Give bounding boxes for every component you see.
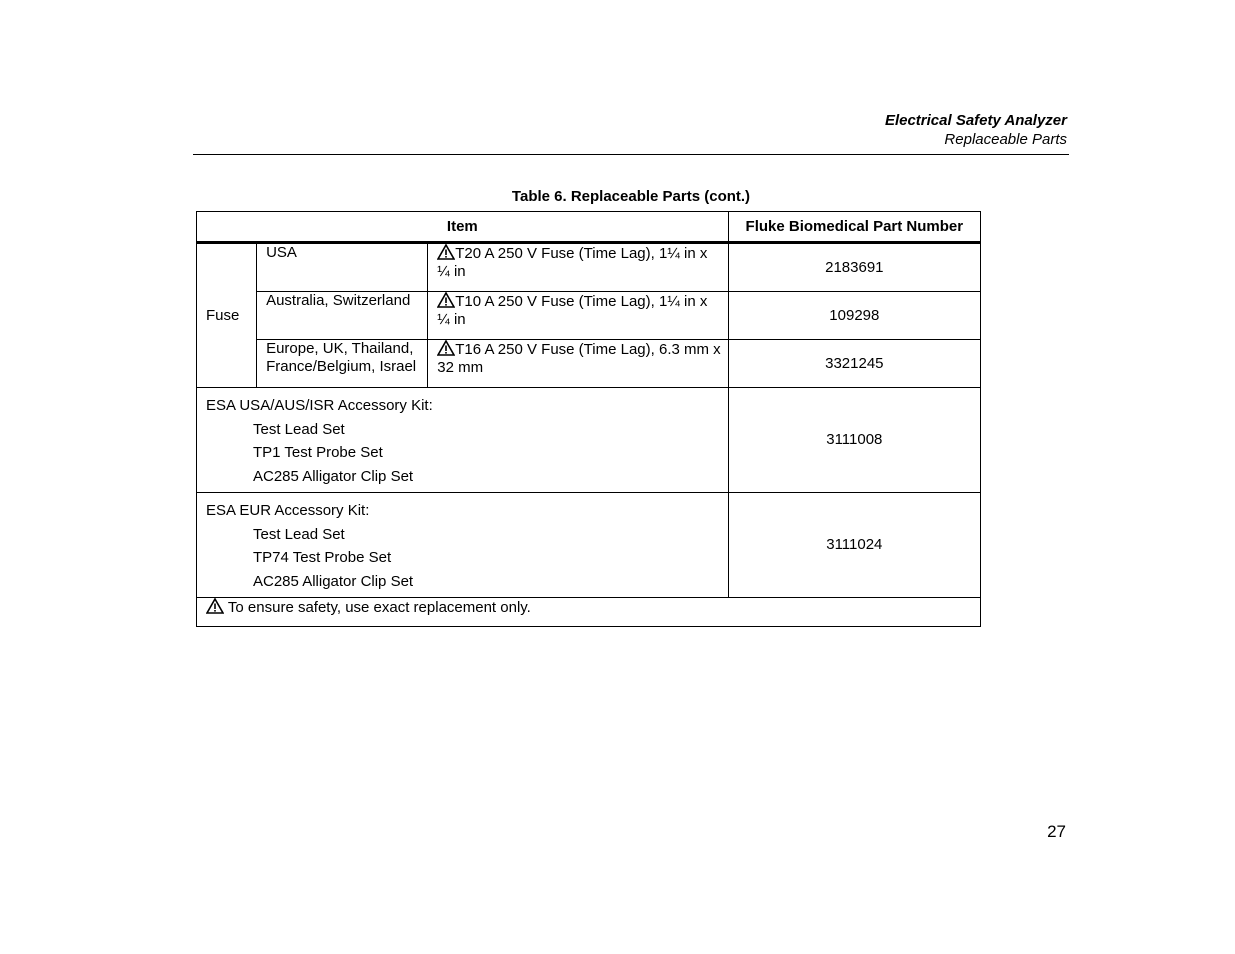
warning-triangle-icon (437, 292, 455, 308)
column-header-item: Item (197, 212, 729, 243)
kit-item: Test Lead Set (253, 420, 345, 438)
fuse-description: T10 A 250 V Fuse (Time Lag), 1¼ in x ¼ in (428, 292, 728, 340)
kit-title: ESA USA/AUS/ISR Accessory Kit: (206, 397, 433, 414)
replaceable-parts-table (196, 211, 981, 627)
table-caption: Table 6. Replaceable Parts (cont.) (511, 188, 751, 205)
fuse-group-label: Fuse (197, 243, 257, 388)
fuse-region: USA (257, 243, 428, 292)
page-number: 27 (1047, 822, 1066, 841)
safety-note: To ensure safety, use exact replacement only. (197, 598, 981, 627)
kit-item: Test Lead Set (253, 525, 345, 543)
header-rule (193, 154, 1069, 155)
part-number: 3111008 (728, 388, 980, 493)
accessory-kit-cell (197, 493, 729, 598)
part-number: 3321245 (728, 340, 980, 388)
part-number: 109298 (728, 292, 980, 340)
warning-triangle-icon (206, 598, 224, 614)
kit-title: ESA EUR Accessory Kit: (206, 502, 370, 519)
table-header-row (197, 212, 981, 243)
table-row (197, 493, 981, 598)
column-header-part-number: Fluke Biomedical Part Number (728, 212, 980, 243)
kit-item: AC285 Alligator Clip Set (253, 572, 414, 590)
table-row (197, 243, 981, 292)
kit-item: AC285 Alligator Clip Set (253, 467, 414, 485)
kit-item: TP74 Test Probe Set (253, 549, 392, 566)
fuse-description: T20 A 250 V Fuse (Time Lag), 1¼ in x ¼ in (428, 243, 728, 292)
table-row (197, 388, 981, 493)
table-row (197, 340, 981, 388)
running-header (885, 111, 1067, 149)
table-note-row (197, 598, 981, 627)
warning-triangle-icon (437, 244, 455, 260)
part-number: 3111024 (728, 493, 980, 598)
warning-triangle-icon (437, 340, 455, 356)
table-row (197, 292, 981, 340)
section-title: Replaceable Parts (944, 131, 1067, 148)
kit-item: TP1 Test Probe Set (253, 444, 383, 461)
part-number: 2183691 (728, 243, 980, 292)
fuse-description: T16 A 250 V Fuse (Time Lag), 6.3 mm x 32 mm (428, 340, 728, 388)
fuse-region: Australia, Switzerland (257, 292, 428, 340)
document-title: Electrical Safety Analyzer (884, 112, 1067, 129)
accessory-kit-cell (197, 388, 729, 493)
fuse-region: Europe, UK, Thailand, France/Belgium, Israel (257, 340, 428, 388)
